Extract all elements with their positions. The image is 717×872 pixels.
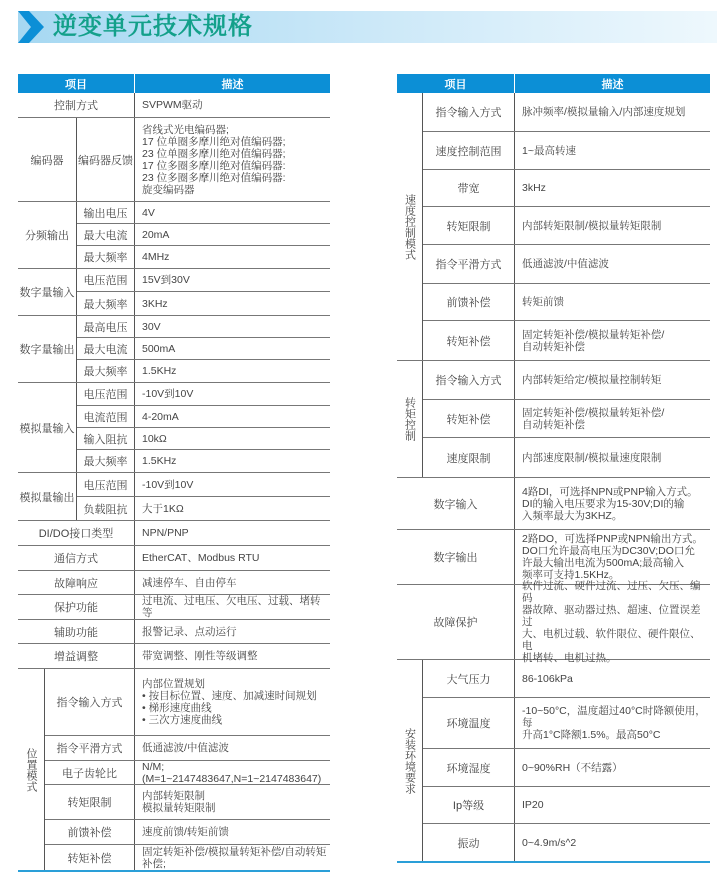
spec-row: [397, 530, 710, 584]
spec-item: 速度控制范围: [423, 132, 515, 169]
spec-row: [18, 620, 330, 643]
section-rows: [77, 316, 330, 382]
group-label: 数字量输入: [18, 269, 77, 315]
spec-item: 带宽: [423, 170, 515, 206]
spec-value: 30V: [142, 320, 161, 333]
section-rows: [423, 660, 710, 861]
spec-section: [397, 660, 710, 861]
spec-item: 转矩补偿: [45, 845, 135, 870]
spec-value: EtherCAT、Modbus RTU: [142, 552, 260, 564]
spec-item: 辅助功能: [18, 620, 135, 643]
header-item: 项目: [18, 74, 135, 93]
group-label: 速度控制模式: [397, 93, 423, 360]
spec-row: [77, 497, 330, 520]
spec-value: IP20: [522, 799, 544, 811]
spec-value: NPN/PNP: [142, 527, 189, 539]
spec-row: [18, 595, 330, 619]
spec-value: 1.5KHz: [142, 455, 177, 467]
spec-section: [18, 620, 330, 644]
spec-section: [18, 595, 330, 620]
spec-item: 故障响应: [18, 571, 135, 594]
spec-value: 内部位置规划 • 按目标位置、速度、加减速时间规划 • 梯形速度曲线 • 三次方速度曲线: [142, 678, 317, 726]
spec-item: 速度限制: [423, 438, 515, 477]
spec-value: 脉冲频率/模拟量输入/内部速度规划: [522, 106, 686, 118]
spec-item: 数字输出: [397, 530, 515, 584]
spec-item: 故障保护: [397, 585, 515, 659]
spec-row: [18, 546, 330, 570]
spec-value: 减速停车、自由停车: [142, 576, 237, 589]
spec-value: 固定转矩补偿/模拟量转矩补偿/ 自动转矩补偿: [522, 406, 665, 431]
spec-row: [397, 580, 710, 664]
spec-section: [18, 669, 330, 870]
spec-value: 86-106kPa: [522, 672, 573, 685]
spec-section: [397, 93, 710, 361]
spec-row: [77, 246, 330, 268]
spec-row: [423, 400, 710, 438]
spec-value: 1.5KHz: [142, 365, 177, 377]
spec-value: 4V: [142, 206, 155, 219]
spec-row: [423, 438, 710, 477]
spec-row: [18, 93, 330, 117]
spec-item: 保护功能: [18, 595, 135, 619]
spec-item: 最高电压: [77, 316, 135, 337]
spec-item: 电压范围: [77, 473, 135, 496]
spec-row: [77, 202, 330, 224]
spec-row: [77, 360, 330, 382]
section-rows: [18, 571, 330, 594]
spec-row: [45, 761, 330, 785]
section-rows: [18, 620, 330, 643]
spec-value: 带宽调整、刚性等级调整: [142, 650, 258, 662]
spec-item: 转矩补偿: [423, 321, 515, 360]
spec-row: [423, 321, 710, 360]
spec-value: 报警记录、点动运行: [142, 625, 237, 638]
group-label: 模拟量输出: [18, 473, 77, 520]
spec-row: [77, 428, 330, 450]
spec-section: [397, 478, 710, 530]
spec-item: 转矩限制: [423, 207, 515, 244]
spec-value: 500mA: [142, 342, 176, 355]
spec-row: [45, 820, 330, 845]
spec-section: [18, 118, 330, 202]
section-rows: [397, 478, 710, 529]
table-header: [397, 74, 710, 93]
spec-item: 最大频率: [77, 246, 135, 268]
group-label: 安装环境要求: [397, 660, 423, 861]
spec-row: [77, 118, 330, 201]
spec-row: [77, 383, 330, 406]
spec-item: 编码器反馈: [77, 118, 135, 201]
group-label: 位置模式: [18, 669, 45, 870]
spec-section: [18, 93, 330, 118]
spec-item: 指令平滑方式: [423, 245, 515, 283]
spec-item: 输出电压: [77, 202, 135, 223]
header-desc: 描述: [221, 78, 244, 91]
spec-row: [423, 660, 710, 698]
spec-value: 3KHz: [142, 297, 168, 310]
spec-item: 输入阻抗: [77, 428, 135, 449]
group-label: 转矩控制: [397, 361, 423, 477]
header-desc: 描述: [601, 78, 624, 91]
spec-value: 20mA: [142, 228, 170, 241]
spec-value: 4路DI，可选择NPN或PNP输入方式。 DI的输入电压要求为15-30V;DI的输 入频率最大为3KHZ。: [522, 485, 698, 522]
section-rows: [77, 473, 330, 520]
section-rows: [77, 118, 330, 201]
spec-row: [423, 207, 710, 245]
spec-item: 数字输入: [397, 478, 515, 529]
spec-row: [423, 284, 710, 321]
spec-item: 最大频率: [77, 292, 135, 315]
section-rows: [77, 383, 330, 472]
section-rows: [423, 93, 710, 360]
spec-row: [77, 338, 330, 360]
spec-item: 最大频率: [77, 450, 135, 472]
spec-item: 最大电流: [77, 338, 135, 359]
section-rows: [397, 530, 710, 584]
spec-value: N/M;(M=1~2147483647,N=1~2147483647): [142, 760, 322, 785]
spec-section: [397, 361, 710, 478]
spec-row: [77, 316, 330, 338]
spec-value: 15V到30V: [142, 274, 190, 286]
spec-value: 省线式光电编码器; 17 位单圈多摩川绝对值编码器; 23 位单圈多摩川绝对值编码器; 17 位多圈多摩川绝对值编码器: 23 位多圈多摩川绝对值编码器: 旋变编码器: [142, 123, 286, 196]
spec-item: 最大频率: [77, 360, 135, 382]
spec-row: [45, 736, 330, 761]
spec-value: 低通滤波/中值滤波: [142, 742, 229, 754]
spec-item: 最大电流: [77, 224, 135, 245]
spec-item: 指令输入方式: [423, 93, 515, 131]
spec-value: 4MHz: [142, 251, 170, 263]
spec-item: 指令输入方式: [423, 361, 515, 399]
section-rows: [18, 595, 330, 619]
spec-value: 大于1KΩ: [142, 502, 184, 515]
spec-row: [77, 406, 330, 428]
spec-item: 前馈补偿: [423, 284, 515, 320]
section-rows: [18, 644, 330, 668]
spec-section: [18, 383, 330, 473]
group-label: 分频输出: [18, 202, 77, 268]
chevron-icon: [18, 11, 46, 43]
spec-section: [18, 644, 330, 669]
spec-value: 2路DO，可选择PNP或NPN输出方式。 DO口允许最高电压为DC30V;DO口允 许最大输出电流为500mA;最高输入 频率可支持1.5KHz。: [522, 533, 703, 581]
section-rows: [18, 93, 330, 117]
spec-row: [423, 787, 710, 824]
spec-item: 增益调整: [18, 644, 135, 668]
spec-row: [423, 361, 710, 400]
spec-row: [423, 698, 710, 749]
spec-value: -10V到10V: [142, 478, 194, 491]
spec-value: 内部转矩给定/模拟量控制转矩: [522, 374, 662, 386]
spec-value: 3kHz: [522, 182, 546, 194]
page-title: 逆变单元技术规格: [53, 13, 253, 40]
spec-section: [397, 530, 710, 585]
spec-item: 电流范围: [77, 406, 135, 427]
spec-item: 指令平滑方式: [45, 736, 135, 760]
spec-row: [77, 473, 330, 497]
spec-item: 电子齿轮比: [45, 761, 135, 784]
spec-section: [397, 580, 710, 664]
spec-row: [45, 845, 330, 870]
spec-value: 4-20mA: [142, 410, 179, 423]
right-spec-table: [397, 74, 710, 863]
group-label: 模拟量输入: [18, 383, 77, 472]
spec-item: Ip等级: [423, 787, 515, 823]
spec-row: [423, 93, 710, 132]
spec-value: 固定转矩补偿/模拟量转矩补偿/自动转矩补偿;: [142, 845, 327, 870]
spec-item: 指令输入方式: [45, 669, 135, 735]
spec-row: [423, 170, 710, 207]
spec-row: [397, 478, 710, 529]
spec-row: [77, 224, 330, 246]
table-header: [18, 74, 330, 93]
group-label: 数字量输出: [18, 316, 77, 382]
spec-section: [18, 571, 330, 595]
spec-item: 负载阻抗: [77, 497, 135, 520]
spec-item: 电压范围: [77, 269, 135, 291]
spec-value: 0~4.9m/s^2: [522, 836, 577, 849]
section-rows: [77, 202, 330, 268]
spec-value: 固定转矩补偿/模拟量转矩补偿/ 自动转矩补偿: [522, 328, 665, 353]
section-rows: [18, 521, 330, 545]
spec-value: 内部转矩限制 模拟量转矩限制: [142, 790, 216, 814]
spec-item: 环境湿度: [423, 749, 515, 786]
spec-row: [423, 245, 710, 284]
spec-value: 内部转矩限制/模拟量转矩限制: [522, 219, 662, 232]
spec-row: [423, 749, 710, 787]
spec-section: [18, 269, 330, 316]
spec-section: [18, 202, 330, 269]
spec-row: [45, 785, 330, 820]
spec-value: -10V到10V: [142, 388, 194, 400]
spec-value: SVPWM驱动: [142, 99, 203, 111]
spec-row: [18, 644, 330, 668]
section-rows: [423, 361, 710, 477]
spec-value: 转矩前馈: [522, 296, 564, 308]
spec-row: [423, 132, 710, 170]
spec-row: [77, 292, 330, 315]
spec-row: [18, 571, 330, 594]
left-spec-table: [18, 74, 330, 872]
spec-item: 转矩补偿: [423, 400, 515, 437]
spec-row: [423, 824, 710, 861]
spec-section: [18, 473, 330, 521]
spec-row: [77, 269, 330, 292]
spec-value: 10kΩ: [142, 432, 167, 445]
spec-row: [77, 450, 330, 472]
spec-item: 环境温度: [423, 698, 515, 748]
section-rows: [397, 580, 710, 664]
spec-item: 控制方式: [18, 93, 135, 117]
group-label: 编码器: [18, 118, 77, 201]
spec-value: -10~50°C，温度超过40°C时降额使用，每 升高1°C降额1.5%。最高50°C: [522, 705, 706, 741]
spec-value: 1~最高转速: [522, 144, 576, 157]
spec-section: [18, 316, 330, 383]
spec-value: 过电流、过电压、欠电压、过载、堵转等: [142, 595, 321, 619]
spec-section: [18, 521, 330, 546]
spec-row: [18, 521, 330, 545]
section-rows: [77, 269, 330, 315]
spec-value: 内部速度限制/模拟量速度限制: [522, 451, 662, 464]
spec-item: 通信方式: [18, 546, 135, 570]
spec-item: 转矩限制: [45, 785, 135, 819]
spec-item: 电压范围: [77, 383, 135, 405]
spec-item: 前馈补偿: [45, 820, 135, 844]
spec-value: 0~90%RH（不结露）: [522, 761, 623, 774]
spec-value: 低通滤波/中值滤波: [522, 258, 609, 270]
spec-item: 振动: [423, 824, 515, 861]
spec-item: DI/DO接口类型: [18, 521, 135, 545]
header-item: 项目: [397, 74, 515, 93]
spec-value: 速度前馈/转矩前馈: [142, 826, 229, 838]
spec-value: 软件过流、硬件过流、过压、欠压、编码 器故障、驱动器过热、超速、位置误差过 大、电机过载、软件限位、硬件限位、电 机堵转、电机过热。: [522, 580, 701, 664]
spec-item: 大气压力: [423, 660, 515, 697]
section-rows: [18, 546, 330, 570]
section-rows: [45, 669, 330, 870]
spec-section: [18, 546, 330, 571]
spec-row: [45, 669, 330, 736]
